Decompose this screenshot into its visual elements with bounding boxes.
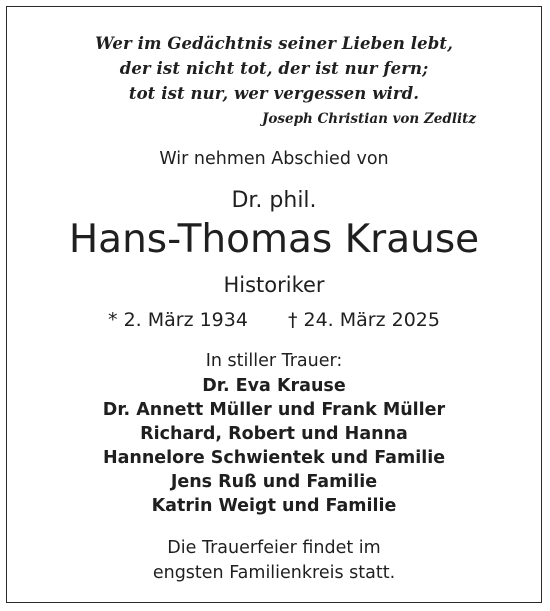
closing-line-2: engsten Familienkreis statt. [152,563,396,583]
closing-line-1: Die Trauerfeier findet im [167,538,381,558]
birth-date: * 2. März 1934 [108,309,248,331]
life-dates [7,309,541,331]
deceased-profession: Historiker [223,273,325,297]
quote-line-3: tot ist nur, wer vergessen wird. [128,84,420,103]
mourner: Hannelore Schwientek und Familie [102,448,446,468]
death-date: † 24. März 2025 [287,309,440,331]
deceased-name: Hans-Thomas Krause [68,217,480,262]
obituary-notice [6,6,542,603]
quote-line-1: Wer im Gedächtnis seiner Lieben lebt, [95,34,453,53]
mourner: Dr. Eva Krause [202,376,346,396]
mourning-label: In stiller Trauer: [205,351,343,371]
mourner: Katrin Weigt und Familie [151,496,397,516]
academic-title: Dr. phil. [231,188,317,213]
intro-text: Wir nehmen Abschied von [159,149,389,169]
mourner: Jens Ruß und Familie [170,472,378,492]
quote-author: Joseph Christian von Zedlitz [262,111,476,127]
quote-line-2: der ist nicht tot, der ist nur fern; [119,59,429,78]
mourner: Richard, Robert und Hanna [140,424,408,444]
mourner: Dr. Annett Müller und Frank Müller [102,400,446,420]
